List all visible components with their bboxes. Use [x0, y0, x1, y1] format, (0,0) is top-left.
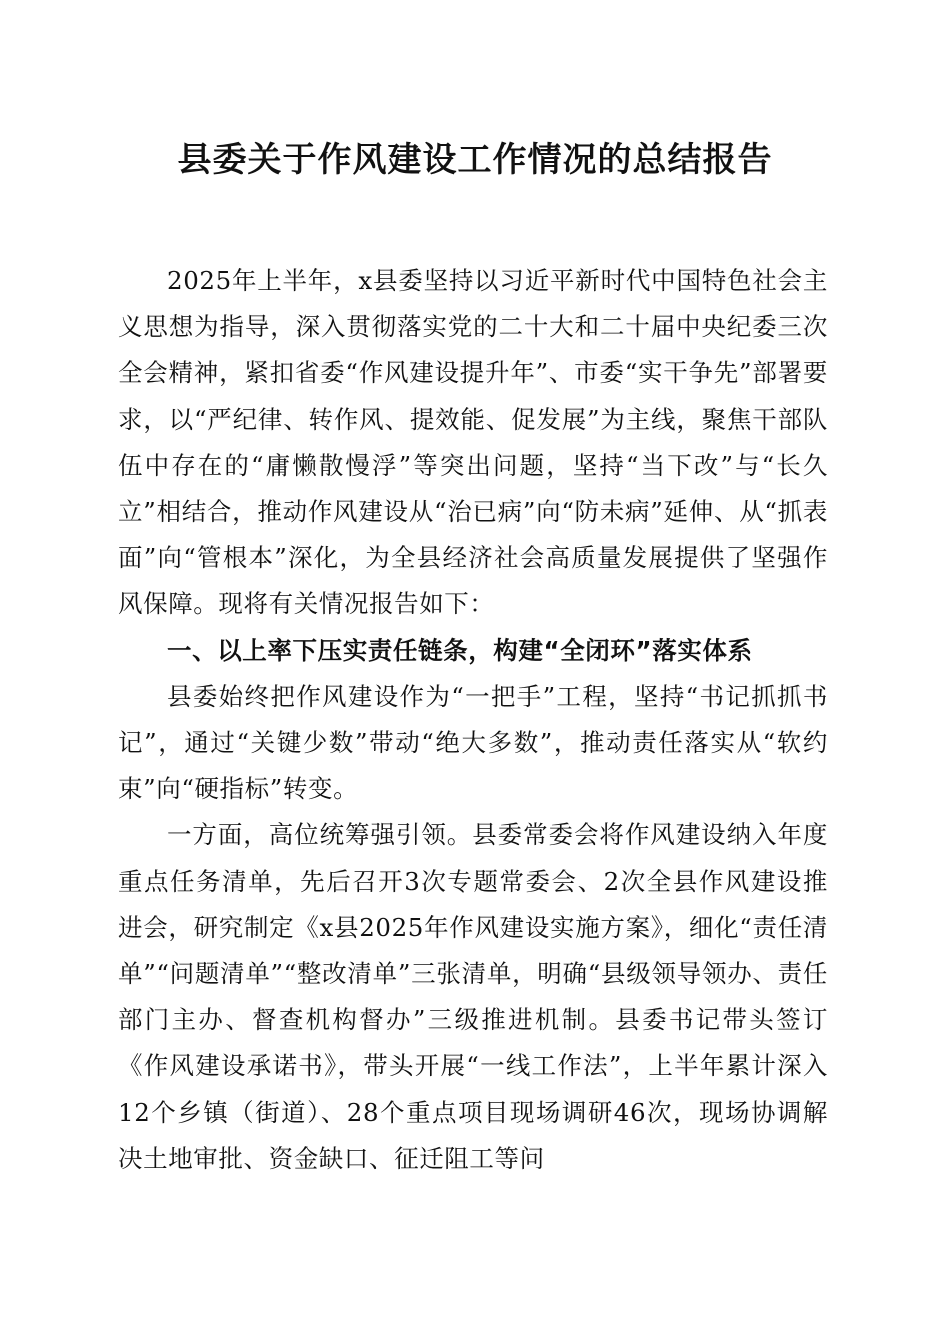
section-heading-1: 一、以上率下压实责任链条，构建“全闭环”落实体系: [167, 635, 753, 665]
intro-paragraph: 2025年上半年，x县委坚持以习近平新时代中国特色社会主义思想为指导，深入贯彻落实党的二十大和二十届中央纪委三次全会精神，紧扣省委“作风建设提升年”、市委“实干争先”部署要求，以“严纪律、转作风、提效能、促发展”为主线，聚焦干部队伍中存在的“庸懒散慢浮”等突出问题，坚持“当下改”与“长久立”相结合，推动作风建设从“治已病”向“防未病”延伸、从“抓表面”向“管根本”深化，为全县经济社会高质量发展提供了坚强作风保障。现将有关情况报告如下：: [118, 266, 828, 619]
section-1-paragraph-2: 一方面，高位统筹强引领。县委常委会将作风建设纳入年度重点任务清单，先后召开3次专题常委会、2次全县作风建设推进会，研究制定《x县2025年作风建设实施方案》，细化“责任清单”“问题清单”“整改清单”三张清单，明确“县级领导领办、责任部门主办、督查机构督办”三级推进机制。县委书记带头签订《作风建设承诺书》，带头开展“一线工作法”，上半年累计深入12个乡镇（街道）、28个重点项目现场调研46次，现场协调解决土地审批、资金缺口、征迁阻工等问: [118, 820, 828, 1173]
document-title: 县委关于作风建设工作情况的总结报告: [177, 140, 773, 180]
document-body: [118, 258, 828, 1182]
section-1-paragraph-1: 县委始终把作风建设作为“一把手”工程，坚持“书记抓抓书记”，通过“关键少数”带动“绝大多数”，推动责任落实从“软约束”向“硬指标”转变。: [118, 681, 828, 804]
